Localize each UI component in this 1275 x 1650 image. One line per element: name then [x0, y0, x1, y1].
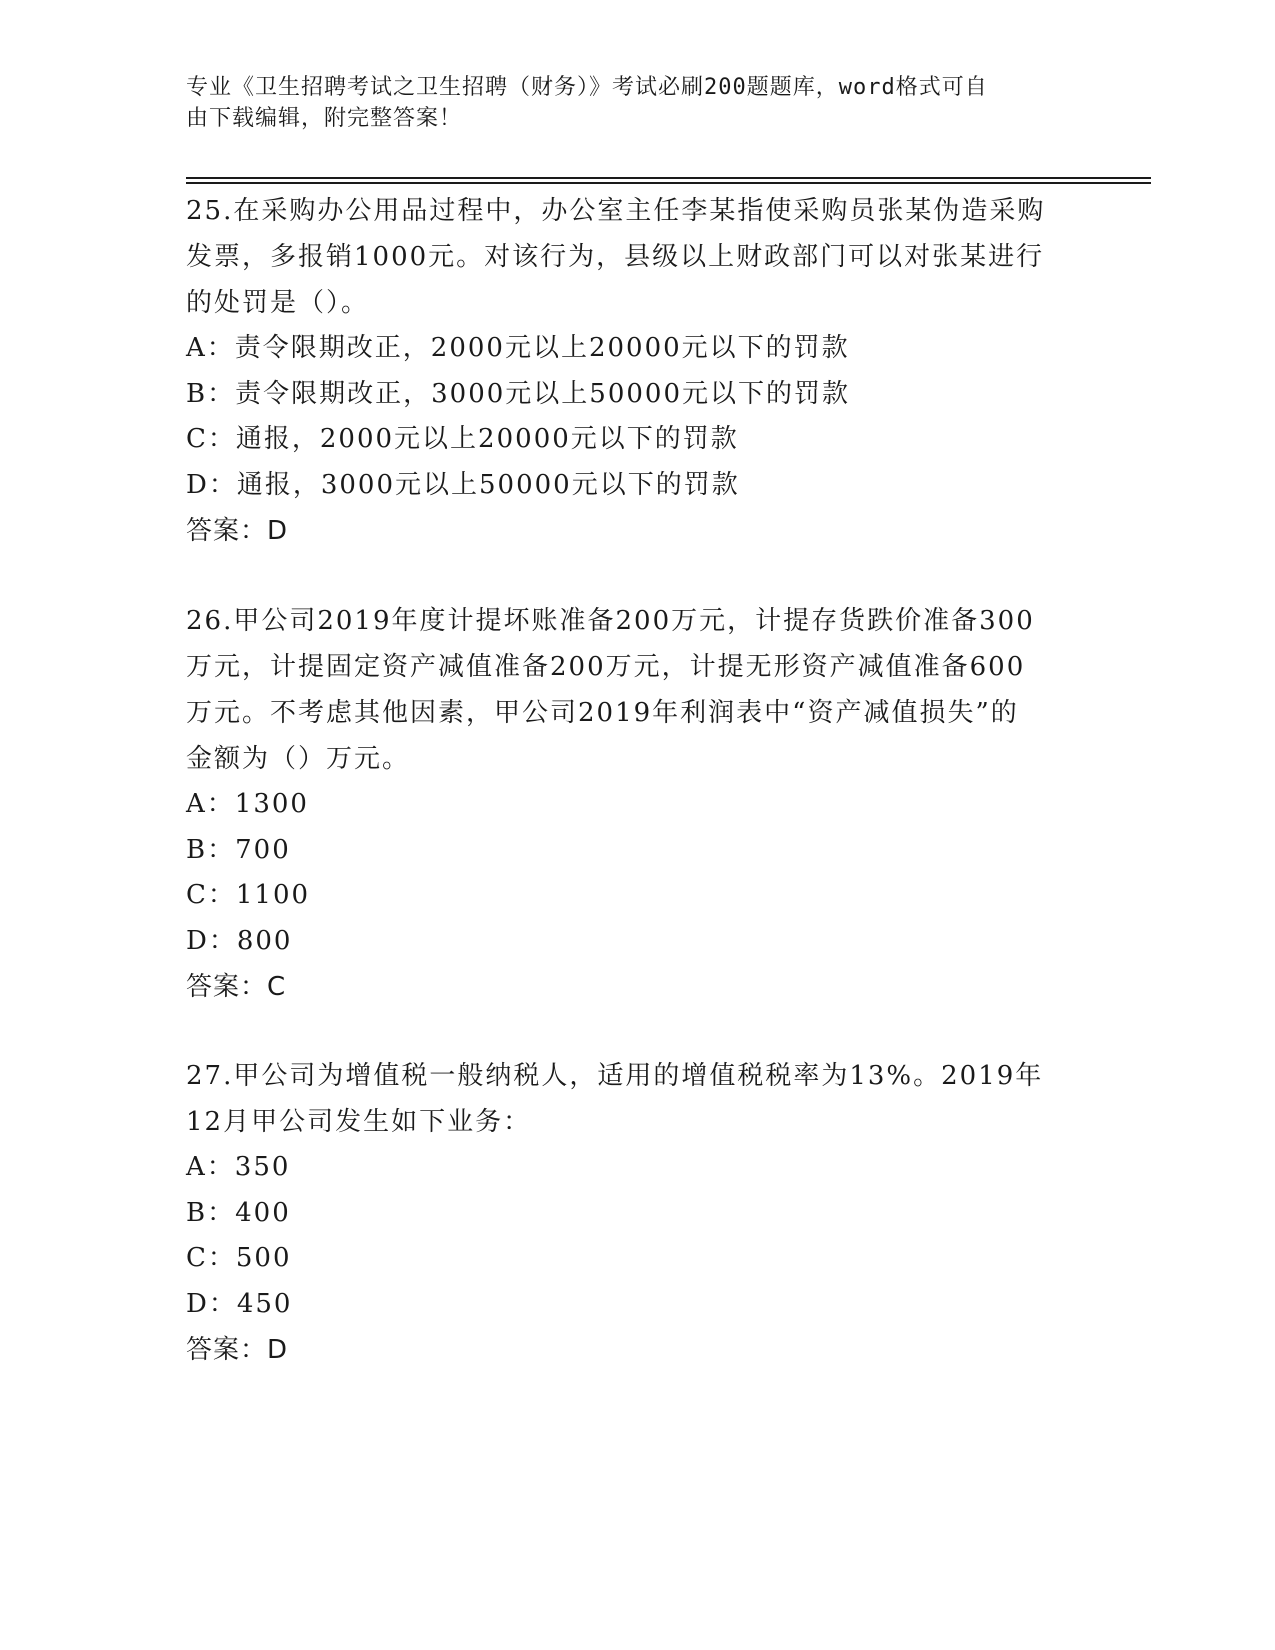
option-d: D：800 — [186, 925, 293, 956]
question-stem-line: 万元，计提固定资产减值准备200万元，计提无形资产减值准备600 — [186, 652, 1026, 682]
header-line: 由下载编辑，附完整答案！ — [186, 106, 463, 131]
question-27 — [186, 1053, 1086, 1373]
question-25 — [186, 188, 1086, 554]
question-stem-line: 发票，多报销1000元。对该行为，县级以上财政部门可以对张某进行 — [186, 242, 1045, 272]
answer-line: 答案：D — [186, 516, 289, 546]
question-stem-line: 25.在采购办公用品过程中，办公室主任李某指使采购员张某伪造采购 — [186, 196, 1046, 226]
question-stem-line: 12月甲公司发生如下业务： — [186, 1107, 532, 1137]
header-divider — [186, 177, 1151, 179]
document-header — [186, 72, 1066, 134]
option-a: A：1300 — [186, 789, 309, 819]
option-d: D：通报，3000元以上50000元以下的罚款 — [186, 469, 740, 500]
header-line: 专业《卫生招聘考试之卫生招聘（财务）》考试必刷200题题库，word格式可自 — [186, 75, 988, 100]
option-b: B：责令限期改正，3000元以上50000元以下的罚款 — [186, 378, 850, 409]
question-26 — [186, 598, 1086, 1010]
question-stem-line: 万元。不考虑其他因素，甲公司2019年利润表中“资产减值损失”的 — [186, 698, 1019, 728]
option-c: C：500 — [186, 1243, 292, 1273]
option-a: A：责令限期改正，2000元以上20000元以下的罚款 — [186, 333, 850, 363]
option-a: A：350 — [186, 1152, 291, 1182]
option-c: C：通报，2000元以上20000元以下的罚款 — [186, 424, 739, 454]
answer-line: 答案：C — [186, 972, 287, 1002]
option-c: C：1100 — [186, 880, 311, 910]
question-stem-line: 的处罚是（）。 — [186, 288, 370, 318]
option-d: D：450 — [186, 1288, 293, 1319]
question-stem-line: 金额为（）万元。 — [186, 744, 411, 774]
question-stem-line: 27.甲公司为增值税一般纳税人，适用的增值税税率为13%。2019年 — [186, 1061, 1044, 1091]
option-b: B：700 — [186, 834, 291, 865]
header-divider — [186, 182, 1151, 184]
answer-line: 答案：D — [186, 1335, 289, 1365]
option-b: B：400 — [186, 1197, 291, 1228]
question-stem-line: 26.甲公司2019年度计提坏账准备200万元，计提存货跌价准备300 — [186, 606, 1035, 636]
